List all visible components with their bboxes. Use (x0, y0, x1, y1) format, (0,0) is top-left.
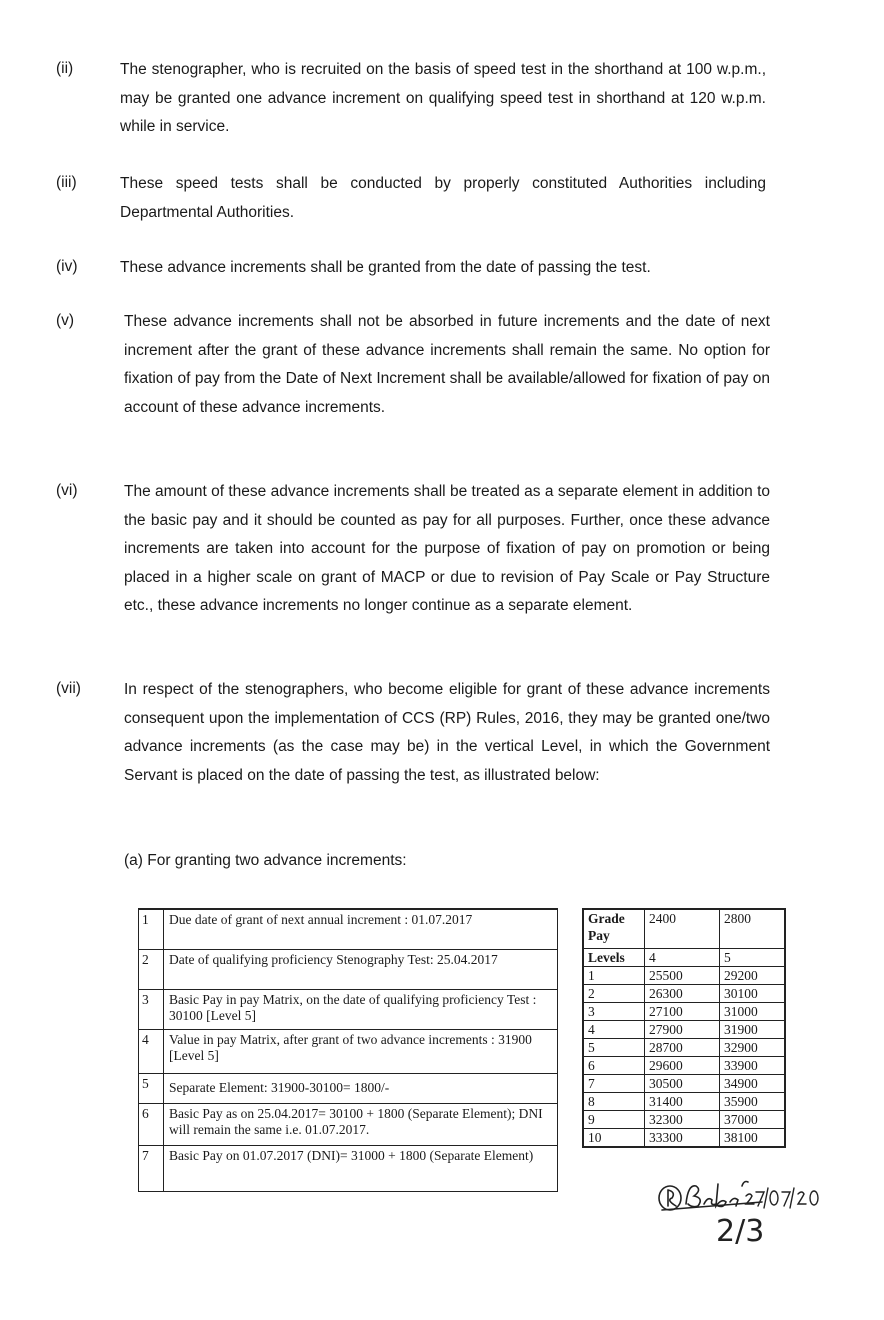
matrix-cell: 27900 (645, 1021, 720, 1039)
clause-number: (iv) (56, 258, 78, 275)
clause-text: These advance increments shall be granted from the date of passing the test. (120, 259, 651, 276)
matrix-index: 5 (584, 1039, 645, 1057)
matrix-index: 9 (584, 1111, 645, 1129)
step-number: 4 (142, 1032, 149, 1047)
grade-pay-label: Grade Pay (584, 910, 645, 949)
step-text: Due date of grant of next annual increment : 01.07.2017 (169, 912, 473, 927)
step-row (139, 1073, 557, 1104)
levels-row (584, 949, 785, 967)
step-row (139, 989, 557, 1030)
clause-text: The amount of these advance increments shall be treated as a separate element in addition to the basic pay and it should be counted as pay for all purposes. Further, once these advance increments are taken into account for the purpose of fixation of pay on promotion or being placed in a higher scale on grant of MACP or due to revision of Pay Scale or Pay Structure etc., these advance increments no longer continue as a separate element. (124, 483, 770, 614)
step-row (139, 1103, 557, 1146)
step-row (139, 909, 557, 950)
step-number: 1 (142, 912, 149, 927)
level-cell: 4 (645, 949, 720, 967)
pay-matrix-table (582, 908, 786, 1148)
matrix-row (584, 1039, 785, 1057)
matrix-cell: 26300 (645, 985, 720, 1003)
matrix-index: 3 (584, 1003, 645, 1021)
matrix-cell: 38100 (720, 1129, 785, 1147)
sub-heading: (a) For granting two advance increments: (124, 852, 407, 869)
clause-number: (v) (56, 312, 75, 329)
step-text: Separate Element: 31900-30100= 1800/- (169, 1080, 390, 1095)
matrix-row (584, 1111, 785, 1129)
step-row (139, 1029, 557, 1074)
step-number: 5 (142, 1076, 149, 1091)
matrix-cell: 33300 (645, 1129, 720, 1147)
matrix-cell: 31900 (720, 1021, 785, 1039)
matrix-index: 8 (584, 1093, 645, 1111)
matrix-cell: 25500 (645, 967, 720, 985)
level-cell: 5 (720, 949, 785, 967)
matrix-cell: 35900 (720, 1093, 785, 1111)
matrix-cell: 27100 (645, 1003, 720, 1021)
matrix-index: 1 (584, 967, 645, 985)
matrix-row (584, 1021, 785, 1039)
matrix-cell: 30100 (720, 985, 785, 1003)
matrix-index: 10 (584, 1129, 645, 1147)
matrix-row (584, 967, 785, 985)
grade-pay-row (584, 910, 785, 949)
matrix-cell: 29600 (645, 1057, 720, 1075)
matrix-row (584, 1003, 785, 1021)
clause-text: These advance increments shall not be absorbed in future increments and the date of next increment after the grant of these advance increments shall remain the same. No option for fixation of pay from the Date of Next Increment shall be available/allowed for fixation of pay on account of these advance increments. (124, 313, 770, 416)
clause-number: (vii) (56, 680, 81, 697)
matrix-cell: 34900 (720, 1075, 785, 1093)
step-row (139, 1145, 557, 1192)
matrix-index: 6 (584, 1057, 645, 1075)
clause-number: (ii) (56, 60, 74, 77)
clause-number: (iii) (56, 174, 77, 191)
matrix-cell: 32300 (645, 1111, 720, 1129)
step-text: Value in pay Matrix, after grant of two advance increments : 31900 [Level 5] (169, 1032, 532, 1063)
matrix-cell: 30500 (645, 1075, 720, 1093)
matrix-index: 4 (584, 1021, 645, 1039)
matrix-cell: 37000 (720, 1111, 785, 1129)
matrix-row (584, 1075, 785, 1093)
illustration-steps (138, 908, 558, 1192)
matrix-index: 2 (584, 985, 645, 1003)
step-text: Basic Pay in pay Matrix, on the date of qualifying proficiency Test : 30100 [Level 5] (169, 992, 537, 1023)
matrix-cell: 32900 (720, 1039, 785, 1057)
clause-number: (vi) (56, 482, 78, 499)
matrix-row (584, 1057, 785, 1075)
matrix-index: 7 (584, 1075, 645, 1093)
clause-text: In respect of the stenographers, who become eligible for grant of these advance increments consequent upon the implementation of CCS (RP) Rules, 2016, they may be granted one/two advance increments (as the case may be) in the vertical Level, in which the Government Servant is placed on the date of passing the test, as illustrated below: (124, 681, 770, 784)
matrix-cell: 29200 (720, 967, 785, 985)
step-number: 6 (142, 1106, 149, 1121)
step-text: Basic Pay on 01.07.2017 (DNI)= 31000 + 1800 (Separate Element) (169, 1148, 534, 1163)
matrix-row (584, 1129, 785, 1147)
grade-pay-cell: 2800 (720, 910, 785, 949)
clause-text: The stenographer, who is recruited on the basis of speed test in the shorthand at 100 w.p.m., may be granted one advance increment on qualifying speed test in shorthand at 120 w.p.m. while in service. (120, 61, 766, 135)
step-row (139, 949, 557, 990)
levels-label: Levels (584, 949, 645, 967)
matrix-cell: 31000 (720, 1003, 785, 1021)
matrix-cell: 28700 (645, 1039, 720, 1057)
step-number: 3 (142, 992, 149, 1007)
grade-pay-cell: 2400 (645, 910, 720, 949)
clause-text: These speed tests shall be conducted by properly constituted Authorities including Departmental Authorities. (120, 175, 766, 221)
matrix-cell: 31400 (645, 1093, 720, 1111)
matrix-row (584, 985, 785, 1003)
step-number: 7 (142, 1148, 149, 1163)
matrix-cell: 33900 (720, 1057, 785, 1075)
matrix-row (584, 1093, 785, 1111)
step-text: Basic Pay as on 25.04.2017= 30100 + 1800 (Separate Element); DNI will remain the same i.e. 01.07.2017. (169, 1106, 543, 1137)
step-text: Date of qualifying proficiency Stenography Test: 25.04.2017 (169, 952, 498, 967)
page-number: 2/3 (716, 1214, 765, 1249)
step-number: 2 (142, 952, 149, 967)
